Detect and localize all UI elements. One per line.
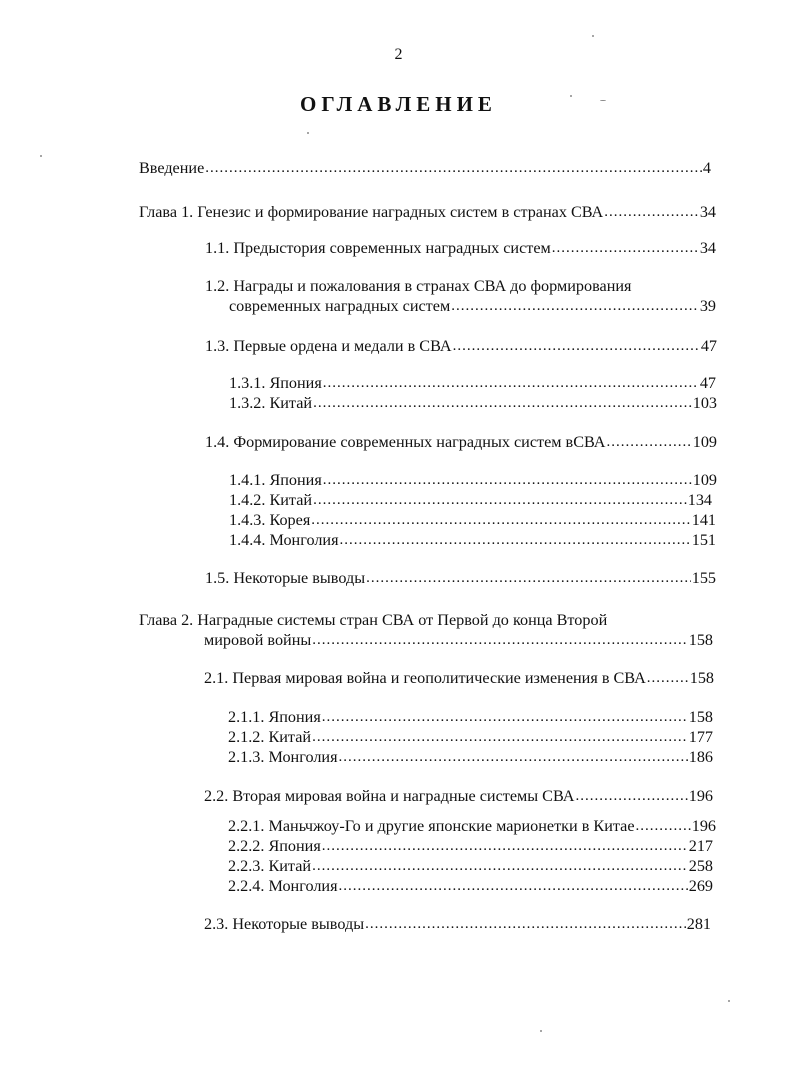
toc-entry-2-2-4[interactable] (228, 876, 713, 896)
toc-entry-text: 1.3. Первые ордена и медали в СВА (205, 337, 452, 355)
toc-entry-page: 155 (691, 569, 716, 587)
scan-speck (600, 100, 606, 101)
toc-entry-text: 2.3. Некоторые выводы (204, 915, 365, 933)
scan-speck (540, 1030, 542, 1032)
toc-entry-2-2[interactable] (204, 786, 713, 806)
toc-entry-text: 1.4.3. Корея (229, 511, 311, 529)
toc-entry-1-2[interactable] (229, 296, 716, 316)
toc-leader-dots (606, 432, 691, 452)
toc-entry-page: 281 (686, 915, 711, 933)
toc-entry-page: 186 (688, 748, 713, 766)
toc-entry-1-4-3[interactable] (229, 510, 716, 530)
toc-entry-page: 109 (692, 471, 717, 489)
toc-leader-dots (313, 393, 692, 413)
toc-entry-text: 2.2. Вторая мировая война и наградные системы СВА (204, 787, 575, 805)
toc-entry-2-3[interactable] (204, 914, 711, 934)
toc-entry-2-2-2[interactable] (228, 836, 713, 856)
toc-entry-chapter-2-line1: Глава 2. Наградные системы стран СВА от Первой до конца Второй (139, 611, 608, 629)
toc-entry-2-2-1[interactable] (228, 816, 716, 836)
toc-entry-page: 269 (688, 877, 713, 895)
toc-entry-page: 4 (702, 159, 711, 177)
toc-entry-1-1[interactable] (205, 238, 716, 258)
scan-speck (728, 1000, 730, 1002)
toc-entry-text: 2.2.1. Маньчжоу-Го и другие японские марионетки в Китае (228, 817, 635, 835)
toc-leader-dots (365, 914, 686, 934)
toc-entry-page: 196 (688, 787, 713, 805)
toc-entry-text: 2.1.1. Япония (228, 708, 321, 726)
toc-entry-page: 34 (699, 239, 716, 257)
toc-leader-dots (322, 836, 688, 856)
toc-leader-dots (312, 856, 688, 876)
toc-leader-dots (340, 530, 691, 550)
toc-entry-page: 34 (699, 203, 716, 221)
scan-speck (570, 95, 572, 97)
toc-leader-dots (322, 707, 688, 727)
toc-entry-page: 141 (691, 511, 716, 529)
toc-entry-2-1-3[interactable] (228, 747, 713, 767)
toc-entry-page: 103 (692, 394, 717, 412)
toc-entry-1-4-1[interactable] (229, 470, 717, 490)
toc-entry-page: 217 (688, 837, 713, 855)
toc-entry-2-1-1[interactable] (228, 707, 713, 727)
page-number: 2 (394, 46, 403, 63)
toc-entry-text: 1.1. Предыстория современных наградных систем (205, 239, 551, 257)
toc-entry-chapter-2[interactable] (204, 630, 713, 650)
toc-entry-text: 1.3.1. Япония (229, 374, 322, 392)
toc-entry-page: 151 (691, 531, 716, 549)
toc-entry-text: 2.1. Первая мировая война и геополитические изменения в СВА (204, 669, 646, 687)
toc-entry-intro[interactable] (139, 158, 711, 178)
toc-entry-page: 158 (688, 708, 713, 726)
toc-entry-page: 158 (688, 631, 713, 649)
toc-entry-text: 1.4. Формирование современных наградных систем вСВА (205, 433, 606, 451)
toc-leader-dots (205, 158, 702, 178)
toc-entry-page: 177 (688, 728, 713, 746)
toc-entry-text: 2.2.3. Китай (228, 857, 312, 875)
toc-entry-text: 1.5. Некоторые выводы (205, 569, 366, 587)
toc-entry-1-4[interactable] (205, 432, 717, 452)
toc-entry-text: 1.3.2. Китай (229, 394, 313, 412)
toc-leader-dots (366, 568, 691, 588)
toc-leader-dots (647, 668, 689, 688)
toc-entry-1-4-4[interactable] (229, 530, 716, 550)
toc-leader-dots (323, 470, 692, 490)
toc-entry-text: 1.4.1. Япония (229, 471, 322, 489)
toc-entry-1-3-1[interactable] (229, 373, 716, 393)
toc-leader-dots (339, 876, 688, 896)
toc-entry-1-2-line1: 1.2. Награды и пожалования в странах СВА до формирования (205, 277, 632, 295)
toc-entry-2-1-2[interactable] (228, 727, 713, 747)
scan-speck (307, 132, 309, 134)
toc-entry-text: современных наградных систем (229, 297, 451, 315)
toc-leader-dots (636, 816, 691, 836)
toc-entry-page: 47 (699, 374, 716, 392)
toc-entry-2-1[interactable] (204, 668, 714, 688)
toc-leader-dots (312, 727, 688, 747)
toc-entry-1-4-2[interactable] (229, 490, 712, 510)
toc-entry-text: мировой войны (204, 631, 312, 649)
toc-entry-page: 109 (692, 433, 717, 451)
toc-leader-dots (451, 296, 699, 316)
toc-entry-page: 258 (688, 857, 713, 875)
scan-speck (40, 155, 42, 157)
toc-entry-chapter-1[interactable] (139, 202, 716, 222)
toc-entry-1-3-2[interactable] (229, 393, 717, 413)
toc-entry-2-2-3[interactable] (228, 856, 713, 876)
toc-entry-page: 39 (699, 297, 716, 315)
toc-entry-text: 2.2.4. Монголия (228, 877, 338, 895)
toc-entry-page: 196 (691, 817, 716, 835)
toc-entry-page: 47 (700, 337, 717, 355)
toc-entry-page: 158 (689, 669, 714, 687)
toc-entry-1-3[interactable] (205, 336, 717, 356)
toc-leader-dots (453, 336, 700, 356)
toc-leader-dots (311, 510, 690, 530)
toc-entry-text: 2.1.2. Китай (228, 728, 312, 746)
toc-leader-dots (575, 786, 687, 806)
toc-leader-dots (323, 373, 699, 393)
toc-entry-1-5[interactable] (205, 568, 716, 588)
toc-leader-dots (604, 202, 699, 222)
toc-entry-text: 1.4.4. Монголия (229, 531, 339, 549)
toc-entry-text: 2.2.2. Япония (228, 837, 321, 855)
toc-entry-page: 134 (687, 491, 712, 509)
toc-entry-text: Глава 1. Генезис и формирование наградных систем в странах СВА (139, 203, 604, 221)
scan-speck (592, 35, 594, 37)
toc-leader-dots (313, 490, 687, 510)
page-title: ОГЛАВЛЕНИЕ (300, 92, 497, 116)
toc-entry-text: 2.1.3. Монголия (228, 748, 338, 766)
toc-leader-dots (312, 630, 687, 650)
toc-entry-text: Введение (139, 159, 205, 177)
toc-leader-dots (552, 238, 699, 258)
toc-leader-dots (339, 747, 688, 767)
toc-entry-text: 1.4.2. Китай (229, 491, 313, 509)
